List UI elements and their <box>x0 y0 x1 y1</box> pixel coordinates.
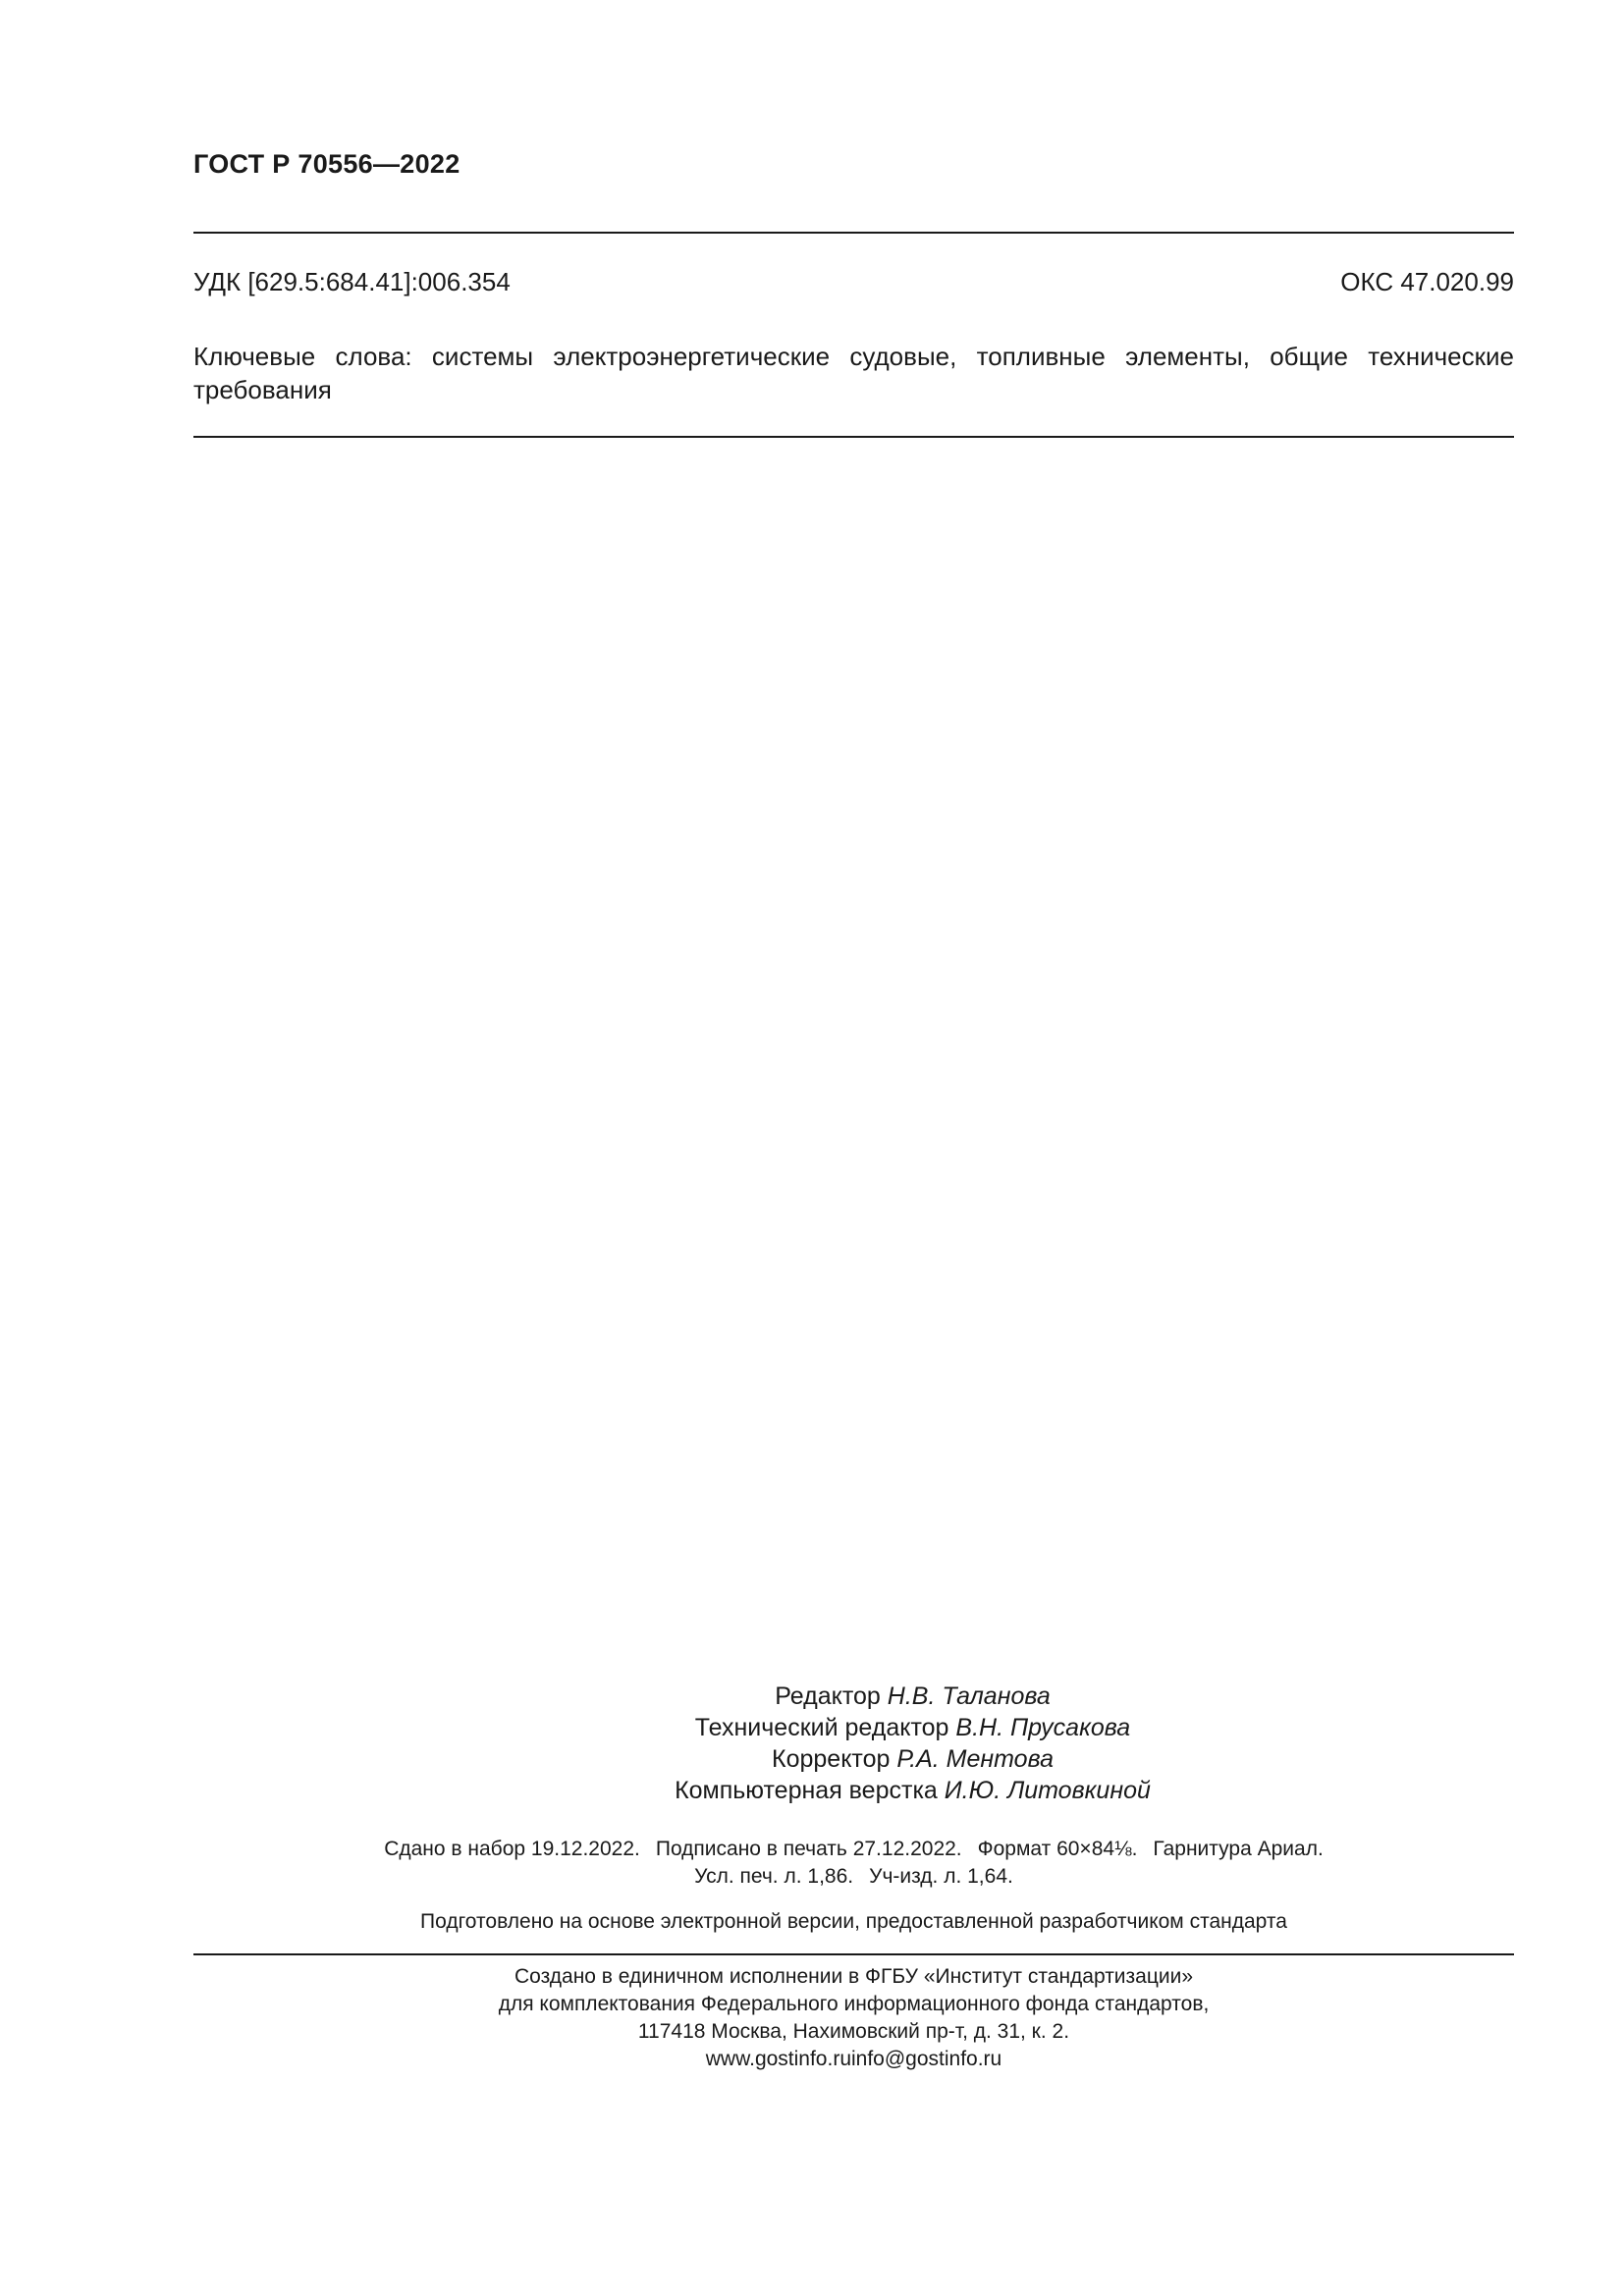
credit-line-editor <box>193 1681 1514 1712</box>
top-divider <box>193 232 1514 234</box>
credit-line-proofreader <box>193 1743 1514 1775</box>
credit-role: Компьютерная верстка <box>675 1777 938 1804</box>
prepared-note: Подготовлено на основе электронной версии, предоставленной разработчиком стандарта <box>420 1910 1287 1933</box>
credit-line-layout <box>193 1775 1514 1806</box>
print-sheets: Усл. печ. л. 1,86. <box>694 1865 854 1888</box>
footer-contacts <box>193 2046 1514 2073</box>
udk-code: УДК [629.5:684.41]:006.354 <box>193 267 511 296</box>
credit-line-tech-editor <box>193 1712 1514 1743</box>
footer-divider <box>193 1953 1514 1955</box>
credit-name: В.Н. Прусакова <box>955 1714 1131 1741</box>
footer-line-2: для комплектования Федерального информационного фонда стандартов, <box>498 1993 1210 2015</box>
credit-role: Технический редактор <box>694 1714 949 1741</box>
publication-sheets: Уч-изд. л. 1,64. <box>869 1865 1013 1888</box>
oks-code: ОКС 47.020.99 <box>1340 267 1514 296</box>
submitted-date: Сдано в набор 19.12.2022. <box>384 1838 640 1860</box>
document-code: ГОСТ Р 70556—2022 <box>193 149 460 179</box>
paper-format: Формат 60×84⅛. <box>977 1838 1138 1860</box>
typeface: Гарнитура Ариал. <box>1153 1838 1324 1860</box>
print-info-line-2 <box>193 1863 1514 1891</box>
footer-line-3: 117418 Москва, Нахимовский пр-т, д. 31, к. 2. <box>637 2020 1070 2043</box>
credit-name: Н.В. Таланова <box>887 1682 1051 1710</box>
editorial-credits <box>193 1681 1514 1806</box>
website-link[interactable]: www.gostinfo.ru <box>705 2048 851 2070</box>
keywords-divider <box>193 436 1514 438</box>
print-info <box>193 1836 1514 1891</box>
email-link[interactable]: info@gostinfo.ru <box>851 2048 1002 2070</box>
footer-line-1: Создано в единичном исполнении в ФГБУ «Институт стандартизации» <box>514 1965 1194 1988</box>
keywords-paragraph: Ключевые слова: системы электроэнергетические судовые, топливные элементы, общие технические требования <box>193 342 1514 404</box>
credit-name: И.Ю. Литовкиной <box>944 1777 1151 1804</box>
print-info-line-1 <box>193 1836 1514 1863</box>
credit-role: Корректор <box>772 1745 891 1773</box>
signed-date: Подписано в печать 27.12.2022. <box>655 1838 962 1860</box>
credit-role: Редактор <box>775 1682 881 1710</box>
credit-name: Р.А. Ментова <box>896 1745 1054 1773</box>
publisher-footer <box>193 1963 1514 2073</box>
